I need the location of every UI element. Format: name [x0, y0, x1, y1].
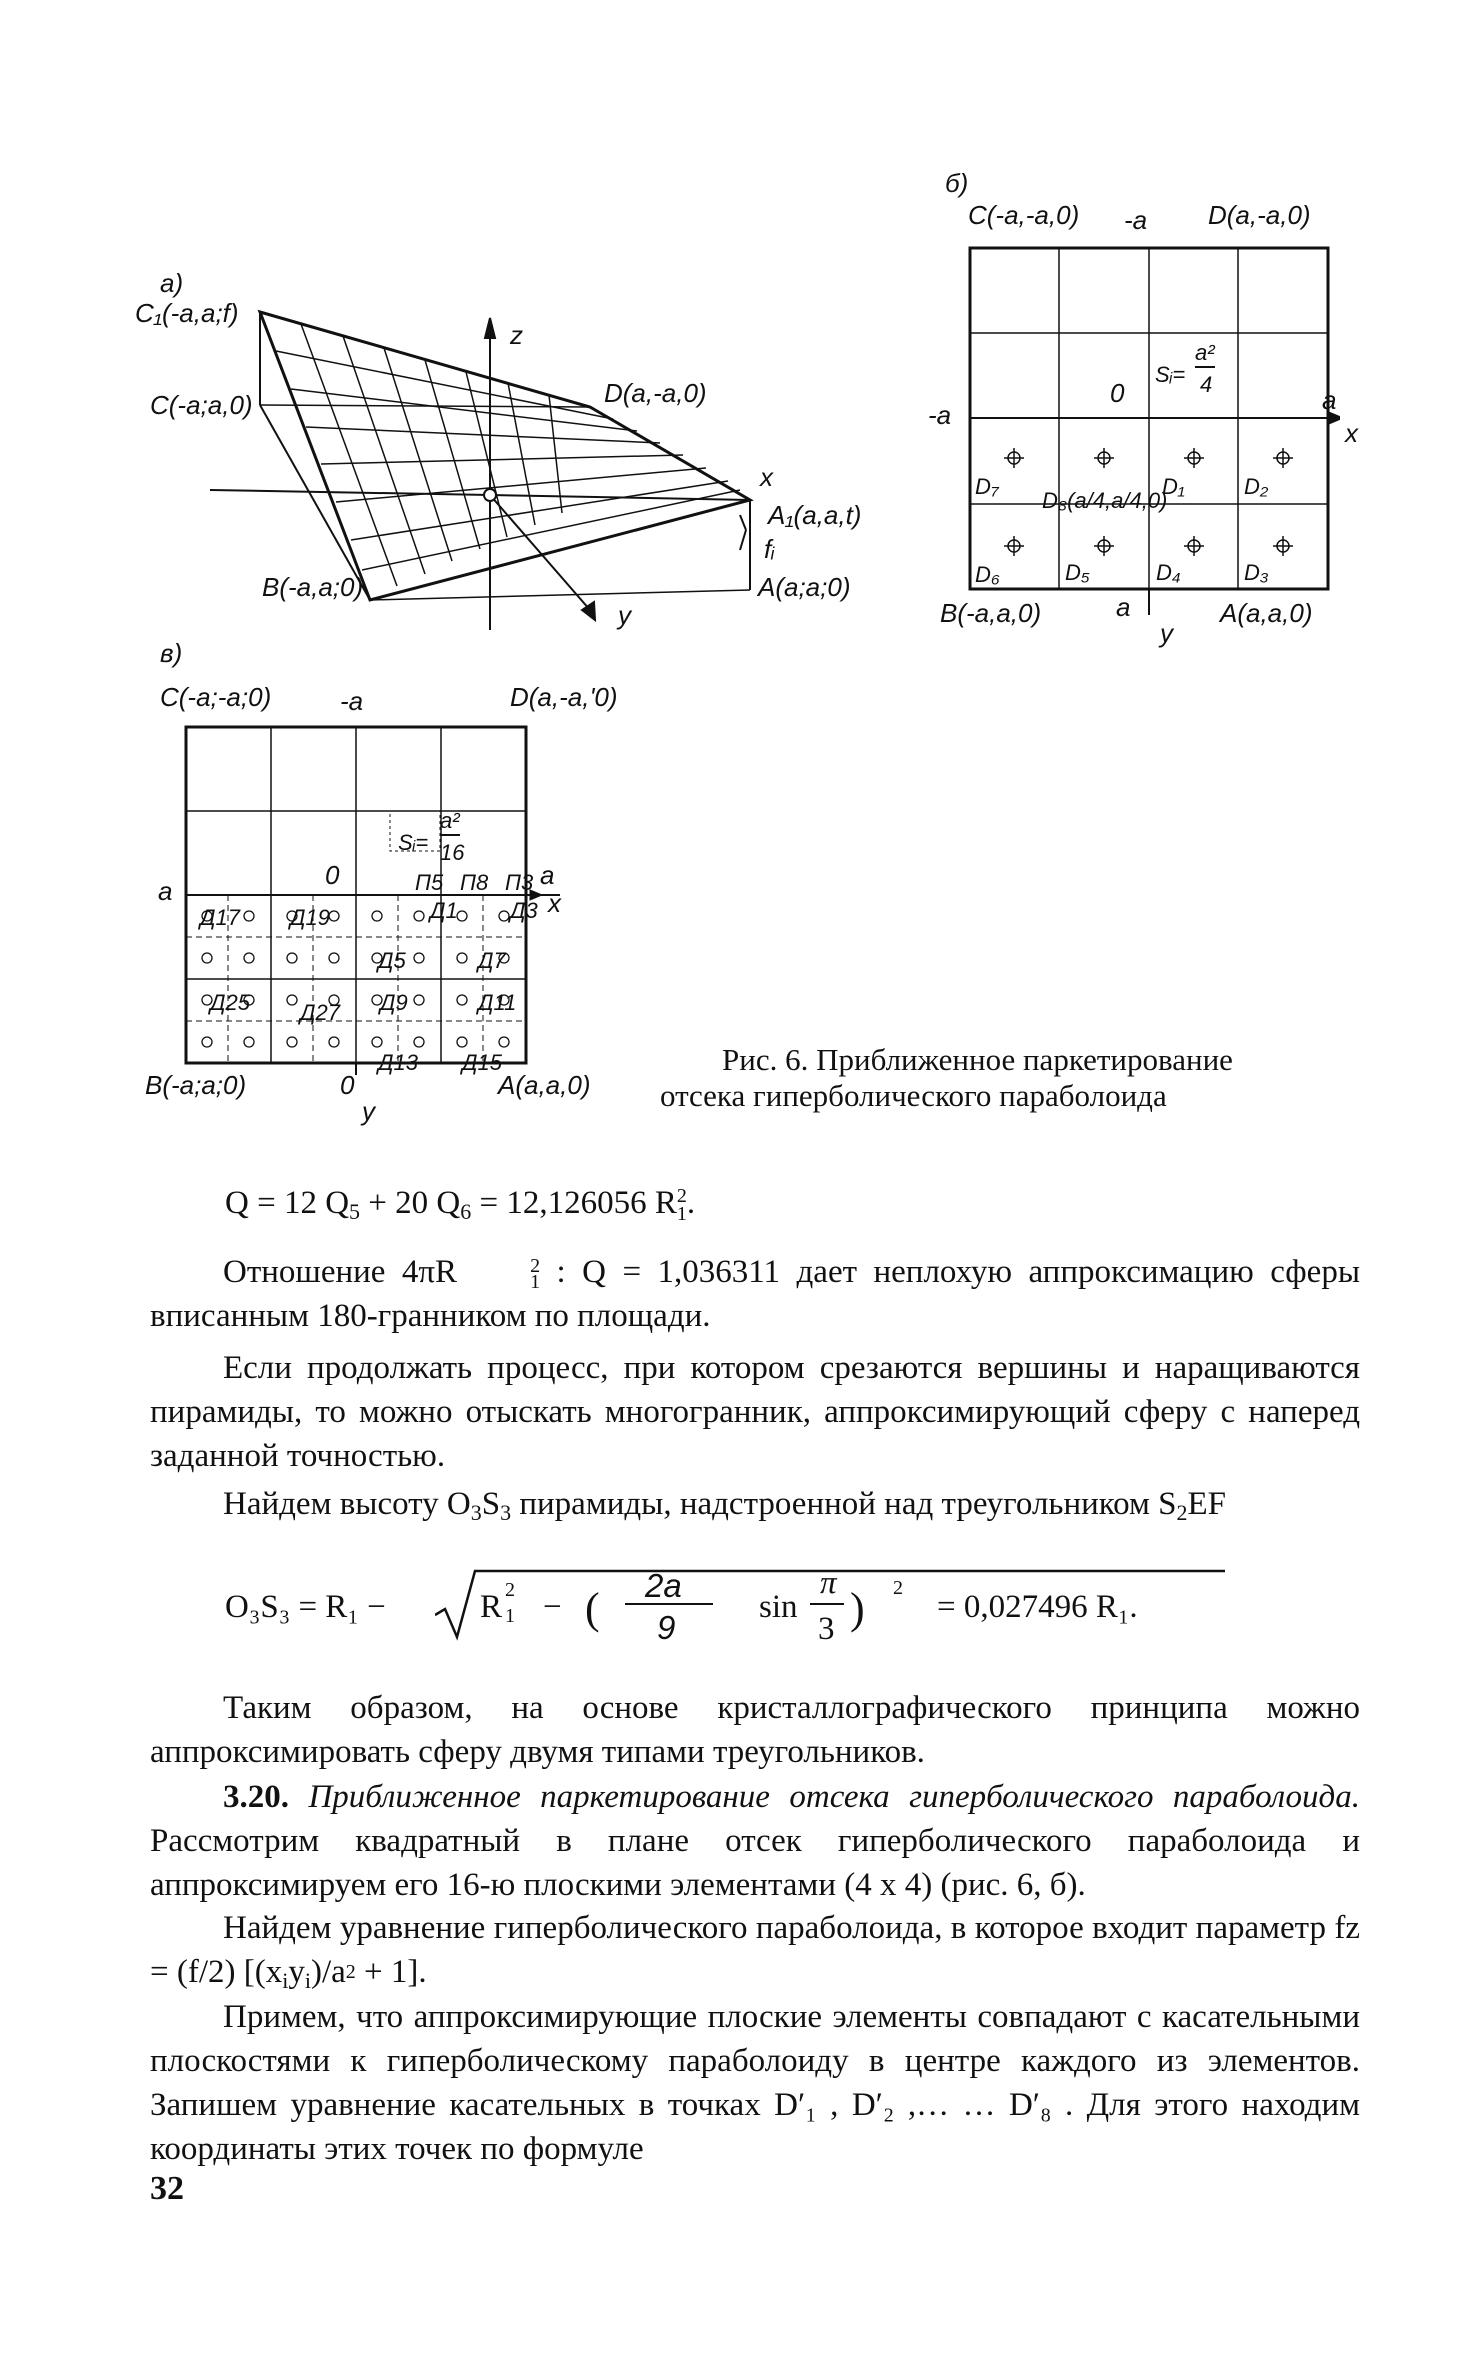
- height-text-c: пирамиды, надстроенной над треугольником S: [511, 1486, 1177, 1522]
- formula-q-sub1: 1: [676, 1203, 687, 1226]
- fig-v-label-si-num: a²: [440, 808, 460, 836]
- formula2-sq: 2: [893, 1577, 903, 1599]
- formula-q-eq: = 12,126056 R: [471, 1185, 677, 1221]
- equation-sub-j: i: [304, 1968, 311, 1993]
- fig-v-label-d7: Д7: [478, 948, 506, 973]
- fig-b-label-origin: 0: [1110, 378, 1125, 408]
- formula2-r: R: [480, 1589, 503, 1625]
- fig-v-label-d15: Д15: [462, 1050, 502, 1075]
- fig-b-label-si-den: 4: [1200, 372, 1213, 397]
- fig-b-label-a-bottom: a: [1116, 592, 1131, 622]
- paragraph-ratio: [150, 1250, 1360, 1338]
- fig-a-label-a1: A₁(a,a,t): [768, 500, 862, 530]
- fig-a-label-x: x: [760, 462, 773, 492]
- formula2-rparen: ): [850, 1584, 865, 1633]
- fig-b-label-d2: D₂: [1244, 474, 1269, 499]
- fig-b-label-si-num: a²: [1195, 340, 1215, 368]
- fig-v-label-neg-a: -a: [340, 686, 364, 716]
- height-text-b: S: [481, 1486, 501, 1522]
- fig-a-label-b: B(-a,a;0): [262, 572, 364, 602]
- equation-text-c: )/a: [310, 1954, 346, 1990]
- formula2-frac-num: 2a: [645, 1567, 682, 1604]
- fig-b-label-d5: D₅: [1065, 560, 1090, 585]
- ratio-text-b: : Q = 1,036311 дает неплохую аппроксимацию сферы вписанным 180-гранником по площади.: [150, 1254, 1360, 1334]
- paragraph-height: [150, 1482, 1360, 1535]
- conclusion-text: Таким образом, на основе кристаллографического принципа можно аппроксимировать сферу двумя типами треугольников.: [150, 1690, 1360, 1770]
- figure-caption-line1: Рис. 6. Приближенное паркетирование: [722, 1042, 1233, 1077]
- section-number: 3.20.: [223, 1779, 289, 1815]
- formula-q-plus: + 20 Q: [360, 1185, 461, 1221]
- formula-q-sub6: 6: [460, 1199, 472, 1224]
- fig-v-label-d5: Д5: [378, 948, 406, 973]
- fig-v-label-d1: Д1: [430, 898, 458, 923]
- section-title: Приближенное паркетирование отсека гиперболического параболоида.: [308, 1779, 1361, 1815]
- fig-v-label-d13: Д13: [378, 1050, 418, 1075]
- fig-b-label-si-base: Sᵢ=: [1155, 362, 1186, 387]
- fig-a-label-c: C(-a;a,0): [150, 390, 253, 420]
- fig-v-panel-label: в): [160, 638, 183, 668]
- fig-v-label-a-left: a: [158, 876, 173, 906]
- formula-q: [225, 1185, 695, 1225]
- fig-v-label-d9: Д9: [380, 990, 408, 1015]
- fig-v-label-b: B(-a;a;0): [145, 1070, 247, 1100]
- fig-v-label-si-den: 16: [440, 840, 465, 865]
- fig-b-label-d8: D₈(a/4,a/4,0): [1042, 488, 1168, 513]
- section-text: Рассмотрим квадратный в плане отсек гиперболического параболоида и аппроксимируем его 16-ю плоскими элементами (4 x 4) (рис. 6, б).: [150, 1823, 1360, 1903]
- formula-q-sup: 2: [676, 1185, 687, 1208]
- fig-v-label-d17: Д17: [200, 905, 240, 930]
- tangent-text: Примем, что аппроксимирующие плоские элементы совпадают с касательными плоскостями к гиперболическому параболоиду в центре каждого из элементов. Запишем уравнение касательных в точках D′₁ , D′₂ ,… … D′₈ . Для этого находим координаты этих точек по формуле: [150, 1999, 1360, 2167]
- formula-q-sub5: 5: [349, 1199, 361, 1224]
- fig-b-grid: [960, 240, 1340, 620]
- fig-v-label-p3: П3: [505, 870, 534, 895]
- fig-v-label-a-right: a: [540, 860, 555, 890]
- fig-b-label-neg-a-top: -a: [1124, 205, 1148, 235]
- fig-b-label-neg-a-left: -a: [928, 400, 952, 430]
- fig-v-label-si-base: Sᵢ=: [398, 830, 429, 855]
- fig-v-label-d19: Д19: [290, 905, 330, 930]
- fig-b-label-a: A(a,a,0): [1220, 598, 1313, 628]
- ratio-sub: 1: [530, 1271, 541, 1294]
- formula2-lparen: (: [585, 1584, 600, 1633]
- fig-b-label-d6: D₆: [975, 562, 1000, 587]
- fig-v-label-d27: Д27: [300, 1000, 340, 1025]
- fig-b-label-c: C(-a,-a,0): [968, 200, 1080, 230]
- fig-v-label-d11: Д11: [478, 990, 517, 1015]
- fig-v-label-d25: Д25: [210, 990, 250, 1015]
- fig-v-label-d: D(a,-a,'0): [510, 682, 618, 712]
- fig-b-label-d7: D₇: [975, 474, 999, 499]
- formula2-rsub: 1: [505, 1605, 515, 1627]
- fig-b-label-d4: D₄: [1156, 560, 1181, 585]
- fig-v-label-p5: П5: [415, 870, 444, 895]
- figure-caption-line2: отсека гиперболического параболоида: [660, 1078, 1167, 1113]
- fig-a-label-y: y: [618, 600, 631, 630]
- equation-sup: 2: [345, 1961, 356, 1983]
- formula2-minus: −: [543, 1589, 562, 1625]
- equation-text-b: y: [288, 1954, 305, 1990]
- fig-v-label-bottom-0: 0: [340, 1070, 355, 1100]
- fig-a-panel-label: а): [160, 268, 184, 298]
- fig-a-label-fi: fᵢ: [764, 534, 775, 564]
- fig-b-panel-label: б): [945, 168, 969, 198]
- formula2-pi-den: 3: [818, 1611, 835, 1647]
- paragraph-section-3-20: [150, 1775, 1360, 1907]
- formula-o3s3: [225, 1565, 1345, 1655]
- fig-v-label-origin: 0: [325, 860, 340, 890]
- formula2-sin: sin: [759, 1589, 798, 1625]
- formula2-frac-den: 9: [657, 1609, 676, 1646]
- height-sub2: 3: [500, 1500, 512, 1525]
- ratio-text-a: Отношение 4πR: [223, 1254, 458, 1290]
- fig-v-label-x: x: [548, 888, 561, 918]
- fig-b-label-d: D(a,-a,0): [1208, 200, 1311, 230]
- paragraph-tangent: [150, 1995, 1360, 2171]
- fig-v-label-y: y: [362, 1096, 375, 1126]
- fig-b-label-b: B(-a,a,0): [940, 598, 1042, 628]
- height-text-a: Найдем высоту O: [223, 1486, 471, 1522]
- formula2-rhs: = 0,027496 R₁.: [937, 1589, 1138, 1625]
- equation-text-d: + 1].: [355, 1954, 427, 1990]
- paragraph-process: [150, 1346, 1360, 1478]
- equation-text-a: Найдем уравнение гиперболического параболоида, в которое входит параметр fz = (f/2) [(x: [150, 1910, 1360, 1990]
- fig-b-label-d3: D₃: [1244, 560, 1269, 585]
- fig-a-label-a: A(a;a;0): [758, 572, 851, 602]
- equation-sub-i: i: [282, 1968, 289, 1993]
- page-number: 32: [150, 2170, 184, 2207]
- fig-v-label-p8: П8: [460, 870, 489, 895]
- fig-b-label-x: x: [1345, 418, 1358, 448]
- paragraph-equation: [150, 1906, 1360, 2003]
- height-sub1: 3: [470, 1500, 482, 1525]
- process-text: Если продолжать процесс, при котором срезаются вершины и наращиваются пирамиды, то можно отыскать многогранник, аппроксимирующий сферу с наперед заданной точностью.: [150, 1350, 1360, 1474]
- ratio-sup: 2: [530, 1255, 541, 1278]
- fig-b-label-a-right: a: [1322, 385, 1337, 415]
- fig-b-label-y: y: [1160, 618, 1173, 648]
- formula2-lhs: O₃S₃ = R₁ −: [225, 1589, 386, 1625]
- formula-q-left: Q = 12 Q: [225, 1185, 350, 1221]
- height-sub3: 2: [1176, 1500, 1188, 1525]
- fig-a-label-z: z: [510, 320, 523, 350]
- fig-v-label-c: C(-a;-a;0): [160, 682, 272, 712]
- fig-v-label-a: A(a,a,0): [498, 1070, 591, 1100]
- formula-q-end: .: [686, 1185, 696, 1221]
- fig-a-label-d: D(a,-a,0): [604, 378, 707, 408]
- formula2-rsup: 2: [505, 1579, 515, 1601]
- fig-b-label-d1: D₁: [1162, 474, 1185, 499]
- fig-a-label-c1: C₁(-a,a;f): [135, 298, 239, 328]
- height-text-d: EF: [1187, 1486, 1227, 1522]
- formula2-pi: π: [820, 1565, 837, 1601]
- fig-v-label-d3: Д3: [510, 898, 538, 923]
- paragraph-conclusion: [150, 1686, 1360, 1774]
